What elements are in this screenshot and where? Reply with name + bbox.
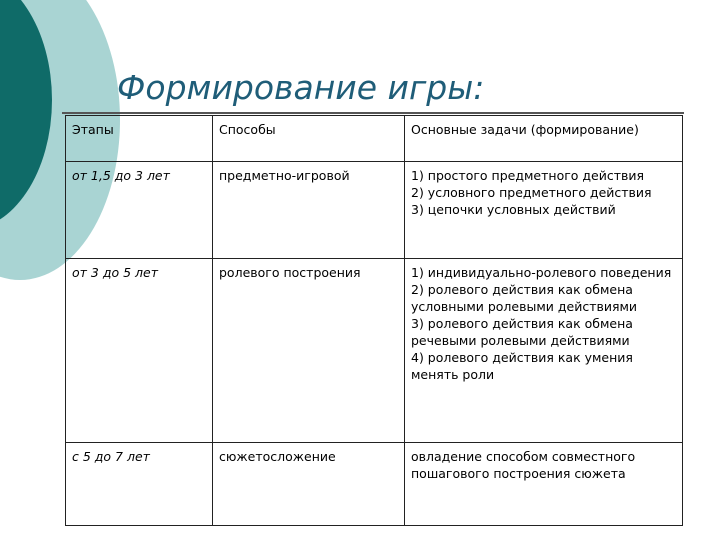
game-formation-table xyxy=(65,115,683,526)
table-row xyxy=(66,443,683,526)
task-item: 1) простого предметного действия xyxy=(411,168,645,183)
header-stages: Этапы xyxy=(66,116,213,162)
header-tasks: Основные задачи (формирование) xyxy=(405,116,683,162)
stage-cell: от 3 до 5 лет xyxy=(66,259,213,443)
task-item: 3) ролевого действия как обмена речевыми ролевыми действиями xyxy=(411,316,633,348)
stage-cell: с 5 до 7 лет xyxy=(66,443,213,526)
task-item: 2) условного предметного действия xyxy=(411,185,652,200)
method-cell: ролевого построения xyxy=(213,259,405,443)
tasks-cell xyxy=(405,443,683,526)
title-divider xyxy=(62,112,684,114)
task-item: овладение способом совместного пошагового построения сюжета xyxy=(411,449,636,481)
table-header-row xyxy=(66,116,683,162)
slide-title: Формирование игры: xyxy=(117,68,485,107)
task-item: 4) ролевого действия как умения менять роли xyxy=(411,350,633,382)
tasks-cell xyxy=(405,259,683,443)
table-row xyxy=(66,259,683,443)
task-item: 2) ролевого действия как обмена условными ролевыми действиями xyxy=(411,282,638,314)
method-cell: предметно-игровой xyxy=(213,162,405,259)
table-row xyxy=(66,162,683,259)
task-item: 1) индивидуально-ролевого поведения xyxy=(411,265,672,280)
stage-cell: от 1,5 до 3 лет xyxy=(66,162,213,259)
method-cell: сюжетосложение xyxy=(213,443,405,526)
task-item: 3) цепочки условных действий xyxy=(411,202,616,217)
header-methods: Способы xyxy=(213,116,405,162)
tasks-cell xyxy=(405,162,683,259)
